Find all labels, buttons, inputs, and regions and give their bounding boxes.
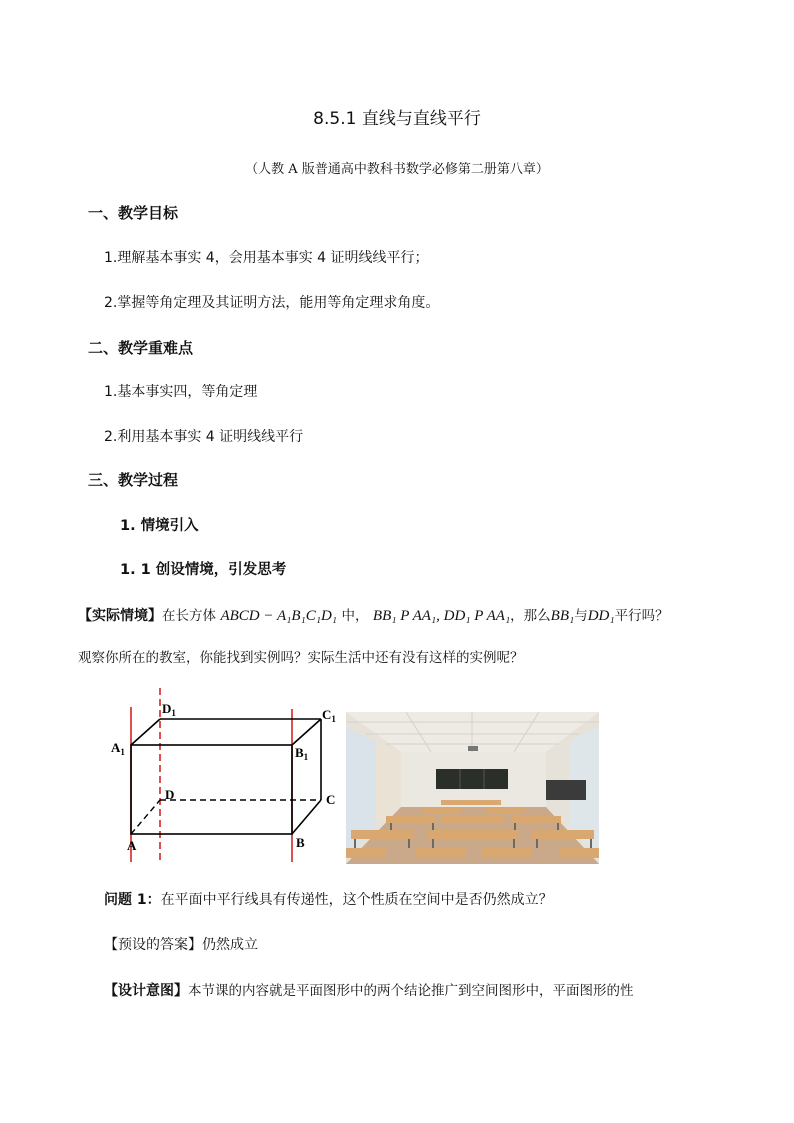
- label-c1-sub: 1: [331, 714, 336, 724]
- design-intent: [104, 979, 634, 1000]
- real-scenario-text-a: 在长方体: [162, 608, 216, 624]
- label-d1-main: D: [162, 701, 172, 716]
- label-c1: [322, 707, 336, 724]
- label-c: C: [326, 792, 336, 807]
- photo-curtain: [376, 742, 401, 822]
- edge-ad-hidden: [131, 800, 160, 834]
- photo-projector: [468, 746, 478, 751]
- label-d: D: [165, 787, 175, 802]
- page-title: 8.5.1 直线与直线平行: [313, 109, 481, 129]
- photo-watermark-badge: [546, 780, 586, 800]
- section-heading-key-points: 二、教学重难点: [88, 339, 194, 357]
- label-a1: [111, 740, 125, 757]
- question-1-text: 在平面中平行线具有传递性，这个性质在空间中是否仍然成立？: [160, 892, 553, 908]
- question-1-label: 问题 1：: [104, 892, 161, 908]
- real-scenario-tag: 【实际情境】: [78, 608, 162, 624]
- edge-a1d1: [131, 719, 160, 745]
- front-face: [131, 745, 292, 834]
- label-a1-sub: 1: [120, 747, 125, 757]
- edge-bc: [292, 800, 321, 834]
- line-dd1: DD₁: [587, 608, 615, 624]
- photo-blackboard: [436, 769, 508, 789]
- real-scenario-paragraph: [78, 604, 669, 625]
- key-item-2: 2.利用基本事实 4 证明线线平行: [104, 429, 304, 445]
- goal-item-2: 2.掌握等角定理及其证明方法，能用等角定理求角度。: [104, 295, 440, 311]
- design-intent-label: 【设计意图】: [104, 983, 188, 999]
- real-scenario-line-2: 观察你所在的教室，你能找到实例吗？实际生活中还有没有这样的实例呢？: [78, 650, 524, 666]
- real-scenario-text-d: 与: [574, 608, 588, 624]
- preset-answer-text: 仍然成立: [202, 937, 258, 953]
- label-a: A: [127, 838, 137, 853]
- design-intent-text: 本节课的内容就是平面图形中的两个结论推广到空间图形中，平面图形的性: [188, 983, 634, 999]
- section-heading-goals: 一、教学目标: [88, 204, 179, 222]
- line-bb1: BB₁: [550, 608, 575, 624]
- real-scenario-text-e: 平行吗？: [614, 608, 669, 624]
- label-d1-sub: 1: [171, 708, 176, 718]
- label-b: B: [296, 835, 305, 850]
- section-heading-process: 三、教学过程: [88, 471, 179, 489]
- subsection-heading-scenario: 1. 1 创设情境，引发思考: [120, 562, 287, 578]
- box-top-label: A₁B₁C₁D₁: [276, 608, 338, 624]
- box-base-label: ABCD: [220, 608, 260, 624]
- label-b1: [295, 745, 309, 762]
- label-d1: [162, 701, 176, 718]
- relation-dd1-aa1: DD₁ P AA₁: [443, 608, 511, 624]
- preset-answer-label: 【预设的答案】: [104, 937, 202, 953]
- real-scenario-text-b: 中，: [341, 608, 369, 624]
- edge-b1c1: [292, 719, 321, 745]
- subsection-heading-intro: 1. 情境引入: [120, 518, 199, 534]
- goal-item-1: 1.理解基本事实 4，会用基本事实 4 证明线线平行；: [104, 250, 429, 266]
- box-dash: −: [259, 608, 277, 624]
- relation-bb1-aa1: BB₁ P AA₁: [372, 608, 437, 624]
- question-1: [104, 889, 553, 909]
- preset-answer: [104, 934, 258, 954]
- page-subtitle: （人教 A 版普通高中教科书数学必修第二册第八章）: [245, 162, 549, 177]
- classroom-photo: [346, 712, 599, 864]
- label-b1-sub: 1: [303, 752, 309, 762]
- label-c1-main: C: [322, 707, 332, 722]
- real-scenario-text-c: ，那么: [510, 608, 551, 624]
- key-item-1: 1.基本事实四，等角定理: [104, 384, 258, 400]
- label-b1-main: B: [295, 745, 304, 760]
- cuboid-figure: [108, 686, 348, 866]
- math-comma: ,: [436, 608, 444, 624]
- label-a1-main: A: [111, 740, 121, 755]
